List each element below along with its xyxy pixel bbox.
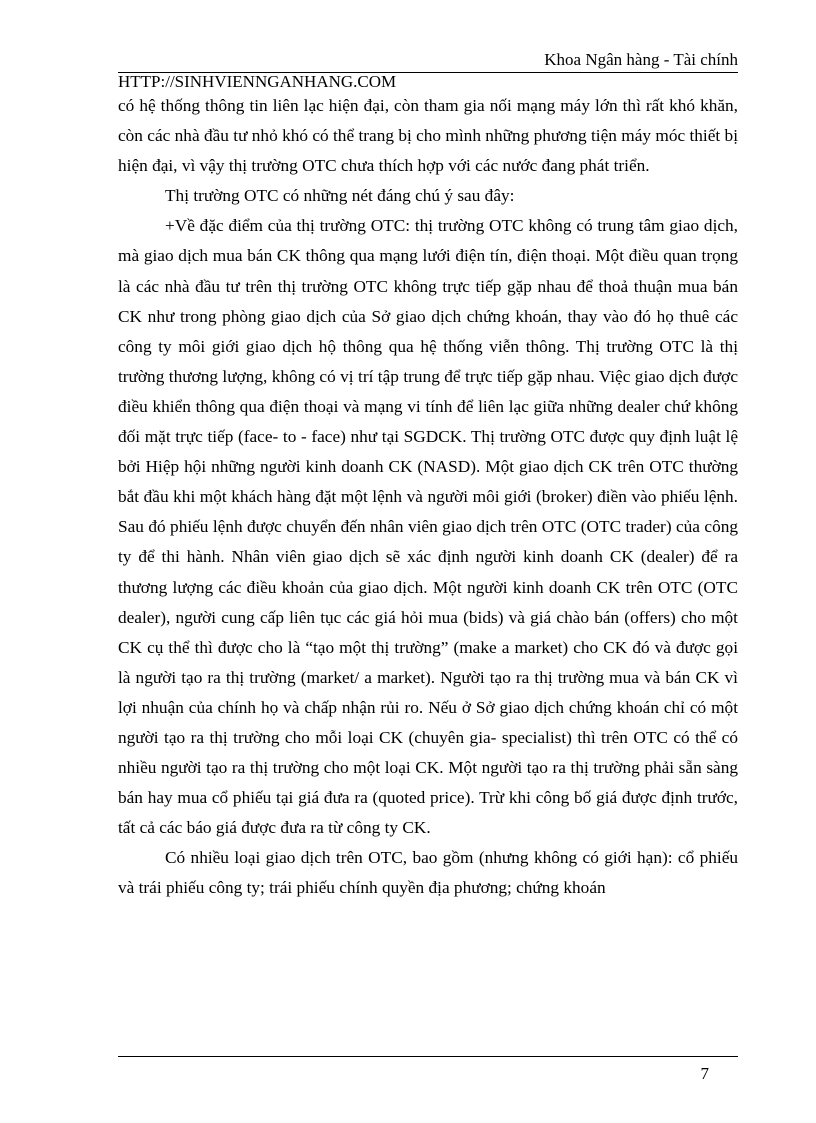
paragraph-intro: Thị trường OTC có những nét đáng chú ý sau đây:: [165, 186, 515, 206]
paragraph-otc-features: +Về đặc điểm của thị trường OTC: thị trường OTC không có trung tâm giao dịch, mà giao dịch mua bán CK thông qua mạng lưới điện tín, điện thoại. Một điều quan trọng là các nhà đầu tư trên thị trường OTC không trực tiếp gặp nhau để thoả thuận mua bán CK như trong phòng giao dịch của Sở giao dịch chứng khoán, thay vào đó họ thuê các công ty môi giới giao dịch hộ thông qua hệ thống viễn thông. Thị trường OTC là thị trường thương lượng, không có vị trí tập trung để trực tiếp gặp nhau. Việc giao dịch được điều khiển thông qua điện thoại và mạng vi tính để liên lạc giữa những dealer chứ không đối mặt trực tiếp (face- to - face) như tại SGDCK. Thị trường OTC được quy định luật lệ bởi Hiệp hội những người kinh doanh CK (NASD). Một giao dịch CK trên OTC thường bắt đầu khi một khách hàng đặt một lệnh và người môi giới (broker) điền vào phiếu lệnh. Sau đó phiếu lệnh được chuyển đến nhân viên giao dịch trên OTC (OTC trader) của công ty để thi hành. Nhân viên giao dịch sẽ xác định người kinh doanh CK (dealer) để ra thương lượng các điều khoản của giao dịch. Một người kinh doanh CK trên OTC (OTC dealer), người cung cấp liên tục các giá hỏi mua (bids) và giá chào bán (offers) cho một CK cụ thể thì được cho là “tạo một thị trường” (make a market) cho CK đó và được gọi là người tạo ra thị trường (market/ a market). Người tạo ra thị trường mua và bán CK vì lợi nhuận của chính họ và chấp nhận rủi ro. Nếu ở Sở giao dịch chứng khoán chỉ có một người tạo ra thị trường cho mỗi loại CK (chuyên gia- specialist) thì trên OTC có thể có nhiều người tạo ra thị trường cho một loại CK. Một người tạo ra thị trường phải sẵn sàng bán hay mua cổ phiếu tại giá đưa ra (quoted price). Trừ khi công bố giá được định trước, tất cả các báo giá được đưa ra từ công ty CK.: [118, 216, 738, 838]
document-body: [118, 91, 738, 904]
footer-divider: [118, 1056, 738, 1057]
header-department: Khoa Ngân hàng - Tài chính: [544, 50, 738, 69]
page-number: 7: [700, 1064, 709, 1083]
paragraph-otc-transactions: Có nhiều loại giao dịch trên OTC, bao gồm (nhưng không có giới hạn): cổ phiếu và trái phiếu công ty; trái phiếu chính quyền địa phương; chứng khoán: [118, 848, 738, 898]
paragraph-continuation: có hệ thống thông tin liên lạc hiện đại, còn tham gia nối mạng máy lớn thì rất khó khăn, còn các nhà đầu tư nhỏ khó có thể trang bị cho mình những phương tiện máy móc thiết bị hiện đại, vì vậy thị trường OTC chưa thích hợp với các nước đang phát triển.: [118, 96, 738, 176]
site-url-watermark: HTTP://SINHVIENNGANHANG.COM: [118, 72, 397, 91]
